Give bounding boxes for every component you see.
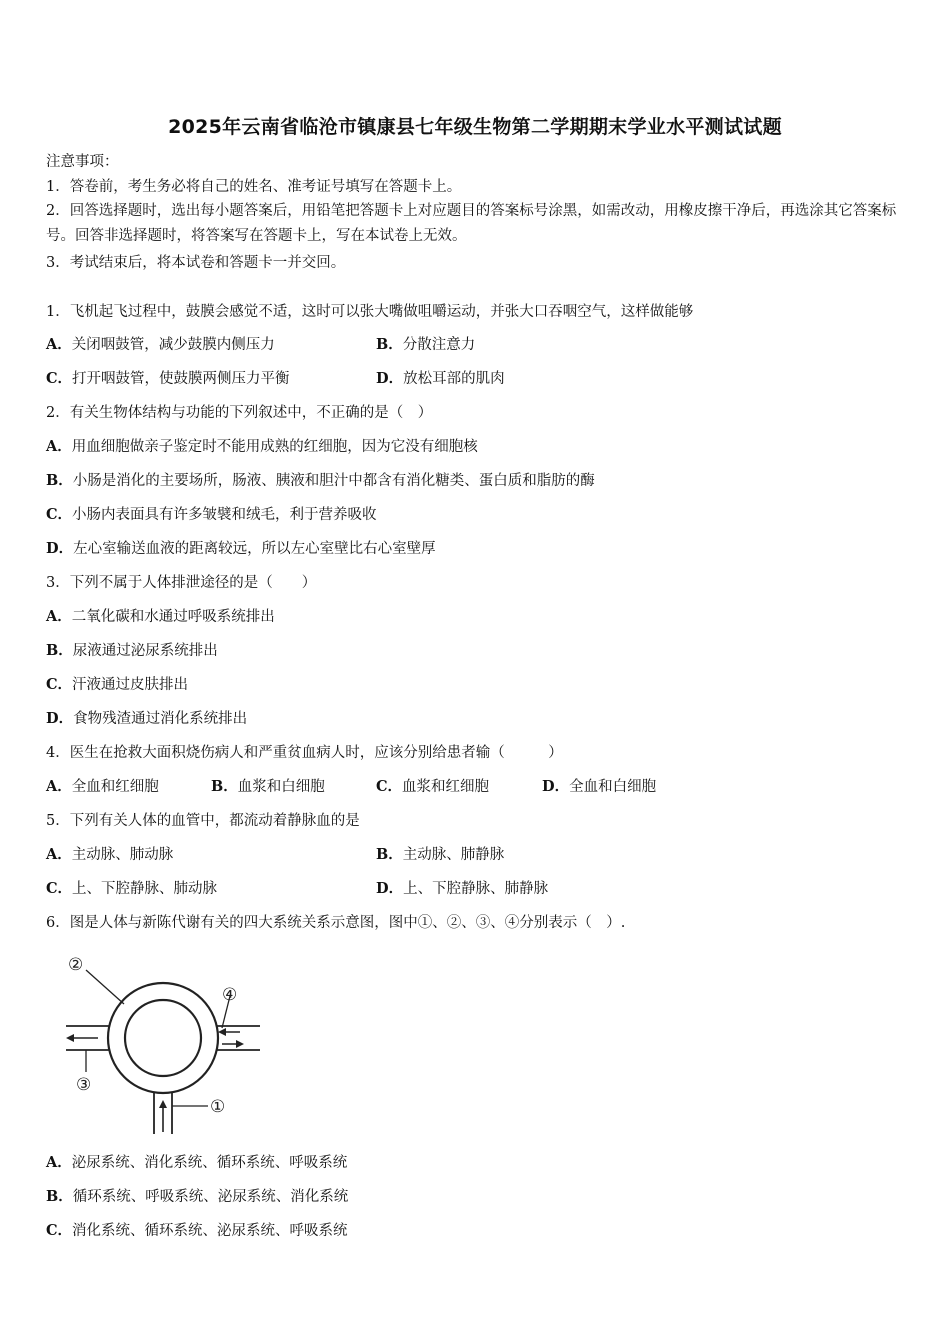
right-arrow-out-head — [236, 1040, 244, 1048]
question-stem: 6．图是人体与新陈代谢有关的四大系统关系示意图，图中①、②、③、④分别表示（ ）. — [46, 915, 626, 931]
option-a — [46, 335, 275, 355]
question-stem: 4．医生在抢救大面积烧伤病人和严重贫血病人时，应该分别给患者输（ ） — [46, 745, 563, 761]
question-stem: 2．有关生物体结构与功能的下列叙述中，不正确的是（ ） — [46, 405, 433, 421]
option-c — [46, 1221, 348, 1241]
option-b — [46, 471, 595, 491]
option-label: A． — [46, 1154, 72, 1171]
option-text: 二氧化碳和水通过呼吸系统排出 — [71, 609, 275, 625]
option-label: A． — [46, 438, 72, 455]
option-label: B． — [46, 642, 73, 659]
option-label: D． — [376, 370, 404, 387]
option-label: C． — [46, 676, 73, 693]
option-label: B． — [46, 1188, 73, 1205]
option-text: 消化系统、循环系统、泌尿系统、呼吸系统 — [72, 1223, 348, 1239]
option-a — [46, 1153, 347, 1173]
left-arrow-head — [66, 1034, 74, 1042]
label-1: ① — [210, 1097, 226, 1117]
option-b — [376, 335, 475, 355]
option-text: 上、下腔静脉、肺动脉 — [72, 881, 218, 897]
leader-2 — [86, 970, 124, 1004]
circulation-ring-inner — [125, 1000, 201, 1076]
option-text: 分散注意力 — [402, 337, 476, 353]
option-label: B． — [376, 336, 403, 353]
option-text: 全血和白细胞 — [569, 779, 657, 795]
option-c — [46, 369, 290, 389]
option-label: D． — [46, 710, 74, 727]
option-text: 主动脉、肺静脉 — [402, 847, 505, 863]
option-label: C． — [46, 506, 73, 523]
option-text: 左心室输送血液的距离较远，所以左心室壁比右心室壁厚 — [73, 541, 436, 557]
option-a — [46, 607, 275, 627]
option-label: A． — [46, 846, 72, 863]
option-label: C． — [376, 778, 403, 795]
option-d — [542, 777, 656, 797]
label-4: ④ — [222, 985, 238, 1005]
option-c — [46, 505, 377, 525]
option-text: 小肠是消化的主要场所，肠液、胰液和胆汁中都含有消化糖类、蛋白质和脂肪的酶 — [72, 473, 595, 489]
option-label: A． — [46, 336, 72, 353]
bottom-arrow-head — [159, 1100, 167, 1108]
option-text: 打开咽鼓管，使鼓膜两侧压力平衡 — [72, 371, 290, 387]
option-text: 血浆和红细胞 — [402, 779, 490, 795]
option-label: D． — [376, 880, 404, 897]
option-d — [376, 369, 505, 389]
option-label: B． — [46, 472, 73, 489]
option-label: C． — [46, 1222, 73, 1239]
option-text: 全血和红细胞 — [71, 779, 159, 795]
notice-item: 3．考试结束后，将本试卷和答题卡一并交回。 — [46, 255, 346, 271]
option-text: 血浆和白细胞 — [237, 779, 325, 795]
option-label: D． — [542, 778, 570, 795]
option-d — [46, 709, 247, 729]
option-text: 用血细胞做亲子鉴定时不能用成熟的红细胞，因为它没有细胞核 — [71, 439, 478, 455]
option-text: 小肠内表面具有许多皱襞和绒毛，利于营养吸收 — [72, 507, 377, 523]
option-text: 食物残渣通过消化系统排出 — [73, 711, 248, 727]
option-b — [46, 641, 218, 661]
option-c — [46, 675, 188, 695]
page-title: 2025年云南省临沧市镇康县七年级生物第二学期期末学业水平测试试题 — [168, 116, 782, 138]
option-label: A． — [46, 778, 72, 795]
option-label: B． — [376, 846, 403, 863]
option-b — [46, 1187, 348, 1207]
option-a — [46, 845, 173, 865]
option-text: 放松耳部的肌肉 — [403, 371, 505, 387]
option-d — [46, 539, 436, 559]
notice-heading: 注意事项： — [46, 154, 119, 170]
question-stem: 5．下列有关人体的血管中，都流动着静脉血的是 — [46, 813, 360, 829]
metabolism-systems-diagram — [58, 948, 268, 1138]
option-b — [376, 845, 504, 865]
option-text: 上、下腔静脉、肺静脉 — [403, 881, 549, 897]
option-text: 循环系统、呼吸系统、泌尿系统、消化系统 — [72, 1189, 349, 1205]
option-label: A． — [46, 608, 72, 625]
option-label: B． — [211, 778, 238, 795]
option-text: 尿液通过泌尿系统排出 — [72, 643, 218, 659]
option-text: 关闭咽鼓管，减少鼓膜内侧压力 — [71, 337, 275, 353]
question-stem: 3．下列不属于人体排泄途径的是（ ） — [46, 575, 317, 591]
option-a — [46, 777, 159, 797]
notice-item: 2．回答选择题时，选出每小题答案后，用铅笔把答题卡上对应题目的答案标号涂黑，如需改动，用橡皮擦干净后，再选涂其它答案标号。回答非选择题时，将答案写在答题卡上，写在本试卷上无效。 — [46, 203, 897, 244]
option-label: D． — [46, 540, 74, 557]
option-label: C． — [46, 880, 73, 897]
option-text: 汗液通过皮肤排出 — [72, 677, 189, 693]
option-text: 泌尿系统、消化系统、循环系统、呼吸系统 — [71, 1155, 348, 1171]
option-text: 主动脉、肺动脉 — [71, 847, 174, 863]
option-c — [46, 879, 217, 899]
option-d — [376, 879, 548, 899]
option-c — [376, 777, 489, 797]
question-stem: 1．飞机起飞过程中，鼓膜会感觉不适，这时可以张大嘴做咀嚼运动，并张大口吞咽空气，这样做能够 — [46, 304, 694, 320]
label-2: ② — [68, 955, 84, 975]
option-a — [46, 437, 478, 457]
option-label: C． — [46, 370, 73, 387]
notice-item: 1．答卷前，考生务必将自己的姓名、准考证号填写在答题卡上。 — [46, 179, 462, 195]
label-3: ③ — [76, 1075, 92, 1095]
right-arrow-in-head — [218, 1028, 226, 1036]
option-b — [211, 777, 325, 797]
